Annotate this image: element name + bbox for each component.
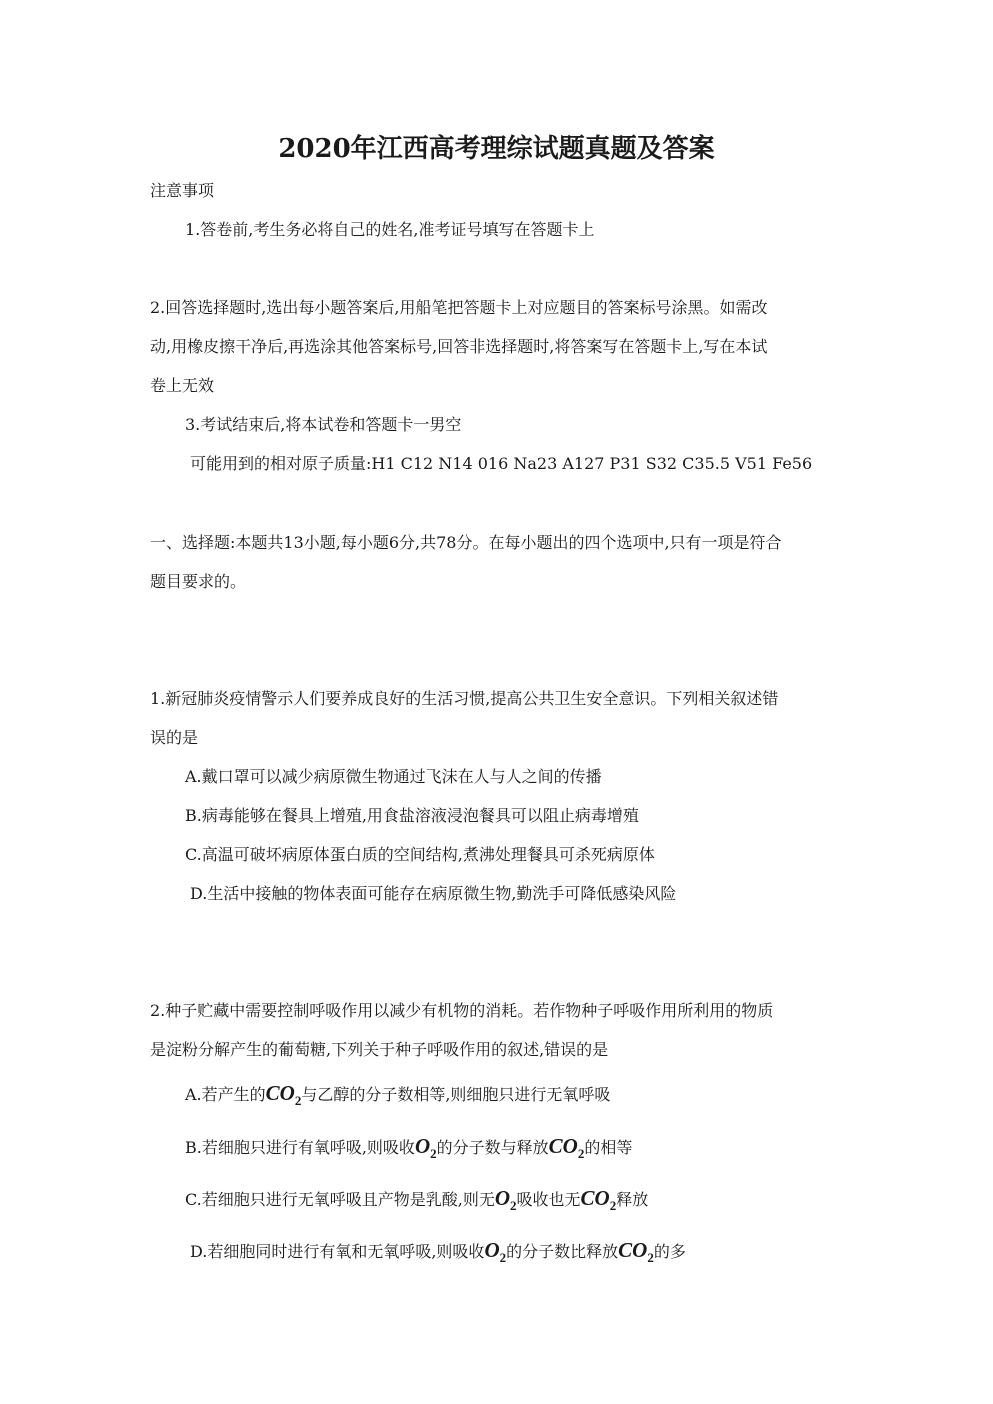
notice-item-3: 3.考试结束后,将本试卷和答题卡一男空 xyxy=(185,415,462,434)
o2-formula: $O_2$ xyxy=(414,1134,437,1161)
q2-option-c: C.若细胞只进行无氧呼吸且产物是乳酸,则无$O_2$吸收也无$CO_2$释放 xyxy=(185,1186,649,1213)
q2-option-b: B.若细胞只进行有氧呼吸,则吸收$O_2$的分子数与释放$CO_2$的相等 xyxy=(185,1134,633,1161)
co2-formula: $CO_2$ xyxy=(580,1186,617,1213)
q1-stem-line-1: 1.新冠肺炎疫情警示人们要养成良好的生活习惯,提高公共卫生安全意识。下列相关叙述错 xyxy=(150,689,779,708)
section-1-line-1: 一、选择题:本题共13小题,每小题6分,共78分。在每小题出的四个选项中,只有一项是符合 xyxy=(150,533,782,552)
q1-option-b: B.病毒能够在餐具上增殖,用食盐溶液浸泡餐具可以阻止病毒增殖 xyxy=(185,806,639,825)
q2-option-d: D.若细胞同时进行有氧和无氧呼吸,则吸收$O_2$的分子数比释放$CO_2$的多 xyxy=(190,1238,686,1265)
notice-item-1: 1.答卷前,考生务必将自己的姓名,准考证号填写在答题卡上 xyxy=(185,220,595,239)
q1-option-d: D.生活中接触的物体表面可能存在病原微生物,勤洗手可降低感染风险 xyxy=(190,884,677,903)
o2-formula: $O_2$ xyxy=(494,1186,517,1213)
section-1-line-2: 题目要求的。 xyxy=(150,572,247,591)
q1-option-a: A.戴口罩可以减少病原微生物通过飞沫在人与人之间的传播 xyxy=(185,767,602,786)
notice-heading: 注意事项 xyxy=(150,181,215,200)
q2-stem-line-2: 是淀粉分解产生的葡萄糖,下列关于种子呼吸作用的叙述,错误的是 xyxy=(150,1040,609,1059)
co2-formula: $CO_2$ xyxy=(618,1238,654,1265)
page-title: 2020年江西高考理综试题真题及答案 xyxy=(278,134,715,164)
notice-item-2-line-3: 卷上无效 xyxy=(150,376,215,395)
q1-option-c: C.高温可破坏病原体蛋白质的空间结构,煮沸处理餐具可杀死病原体 xyxy=(185,845,655,864)
q2-option-a: A.若产生的$CO_2$与乙醇的分子数相等,则细胞只进行无氧呼吸 xyxy=(185,1081,611,1108)
atomic-masses: 可能用到的相对原子质量:H1 C12 N14 016 Na23 A127 P31 S32 C35.5 V51 Fe56 xyxy=(190,454,813,473)
co2-formula: $CO_2$ xyxy=(265,1081,302,1108)
notice-item-2-line-1: 2.回答选择题时,选出每小题答案后,用船笔把答题卡上对应题目的答案标号涂黑。如需改 xyxy=(150,298,768,317)
notice-item-2-line-2: 动,用橡皮擦干净后,再选涂其他答案标号,回答非选择题时,将答案写在答题卡上,写在本试 xyxy=(150,337,768,356)
co2-formula: $CO_2$ xyxy=(548,1134,585,1161)
o2-formula: $O_2$ xyxy=(484,1238,507,1265)
q2-stem-line-1: 2.种子贮藏中需要控制呼吸作用以减少有机物的消耗。若作物种子呼吸作用所利用的物质 xyxy=(150,1001,774,1020)
q1-stem-line-2: 误的是 xyxy=(150,728,199,747)
